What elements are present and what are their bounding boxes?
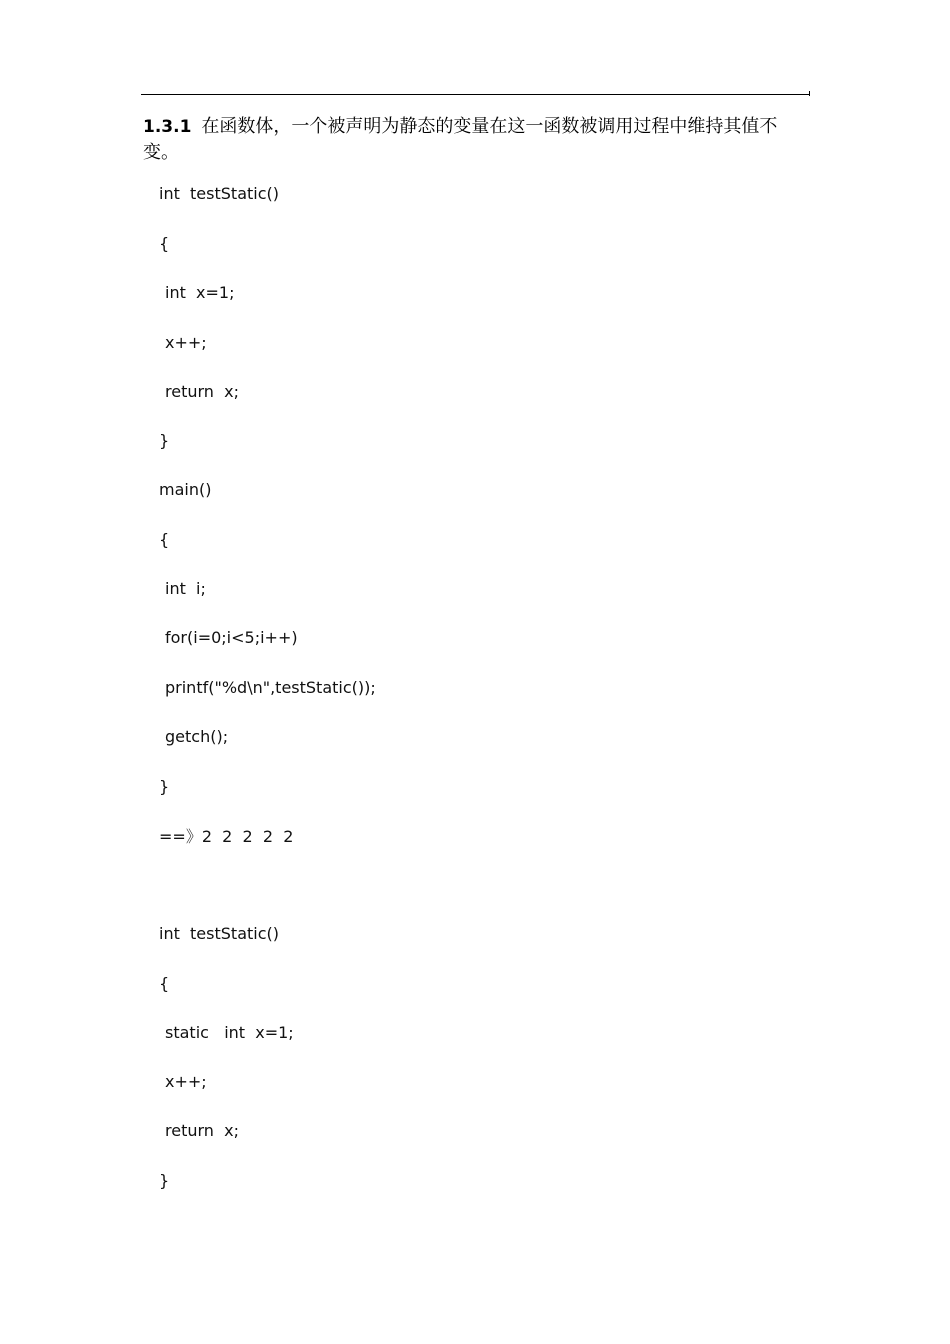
code-line: }	[159, 1171, 170, 1190]
code-line: return x;	[165, 382, 239, 401]
code-line: printf("%d\n",testStatic());	[165, 678, 376, 697]
code-line: int testStatic()	[159, 184, 279, 203]
code-line: return x;	[165, 1121, 239, 1140]
code-line: for(i=0;i<5;i++)	[165, 628, 298, 647]
code-line: int x=1;	[165, 283, 235, 302]
code-line: {	[159, 234, 170, 253]
code-line: getch();	[165, 727, 229, 746]
header-rule	[141, 94, 809, 95]
section-title: 在函数体，一个被声明为静态的变量在这一函数被调用过程中维持其值不变。	[143, 116, 778, 163]
code-line: x++;	[165, 1072, 207, 1091]
header-rule-tick	[809, 91, 810, 96]
code-line: int i;	[165, 579, 206, 598]
section-number: 1.3.1	[143, 117, 192, 137]
code-line: int testStatic()	[159, 924, 279, 943]
code-line: main()	[159, 480, 212, 499]
code-line: {	[159, 530, 170, 549]
code-line: {	[159, 974, 170, 993]
section-heading	[143, 114, 813, 166]
code-line: static int x=1;	[165, 1023, 294, 1042]
code-line: x++;	[165, 333, 207, 352]
code-line: }	[159, 777, 170, 796]
code-line: }	[159, 431, 170, 450]
output-line: ==》2 2 2 2 2	[159, 827, 294, 846]
